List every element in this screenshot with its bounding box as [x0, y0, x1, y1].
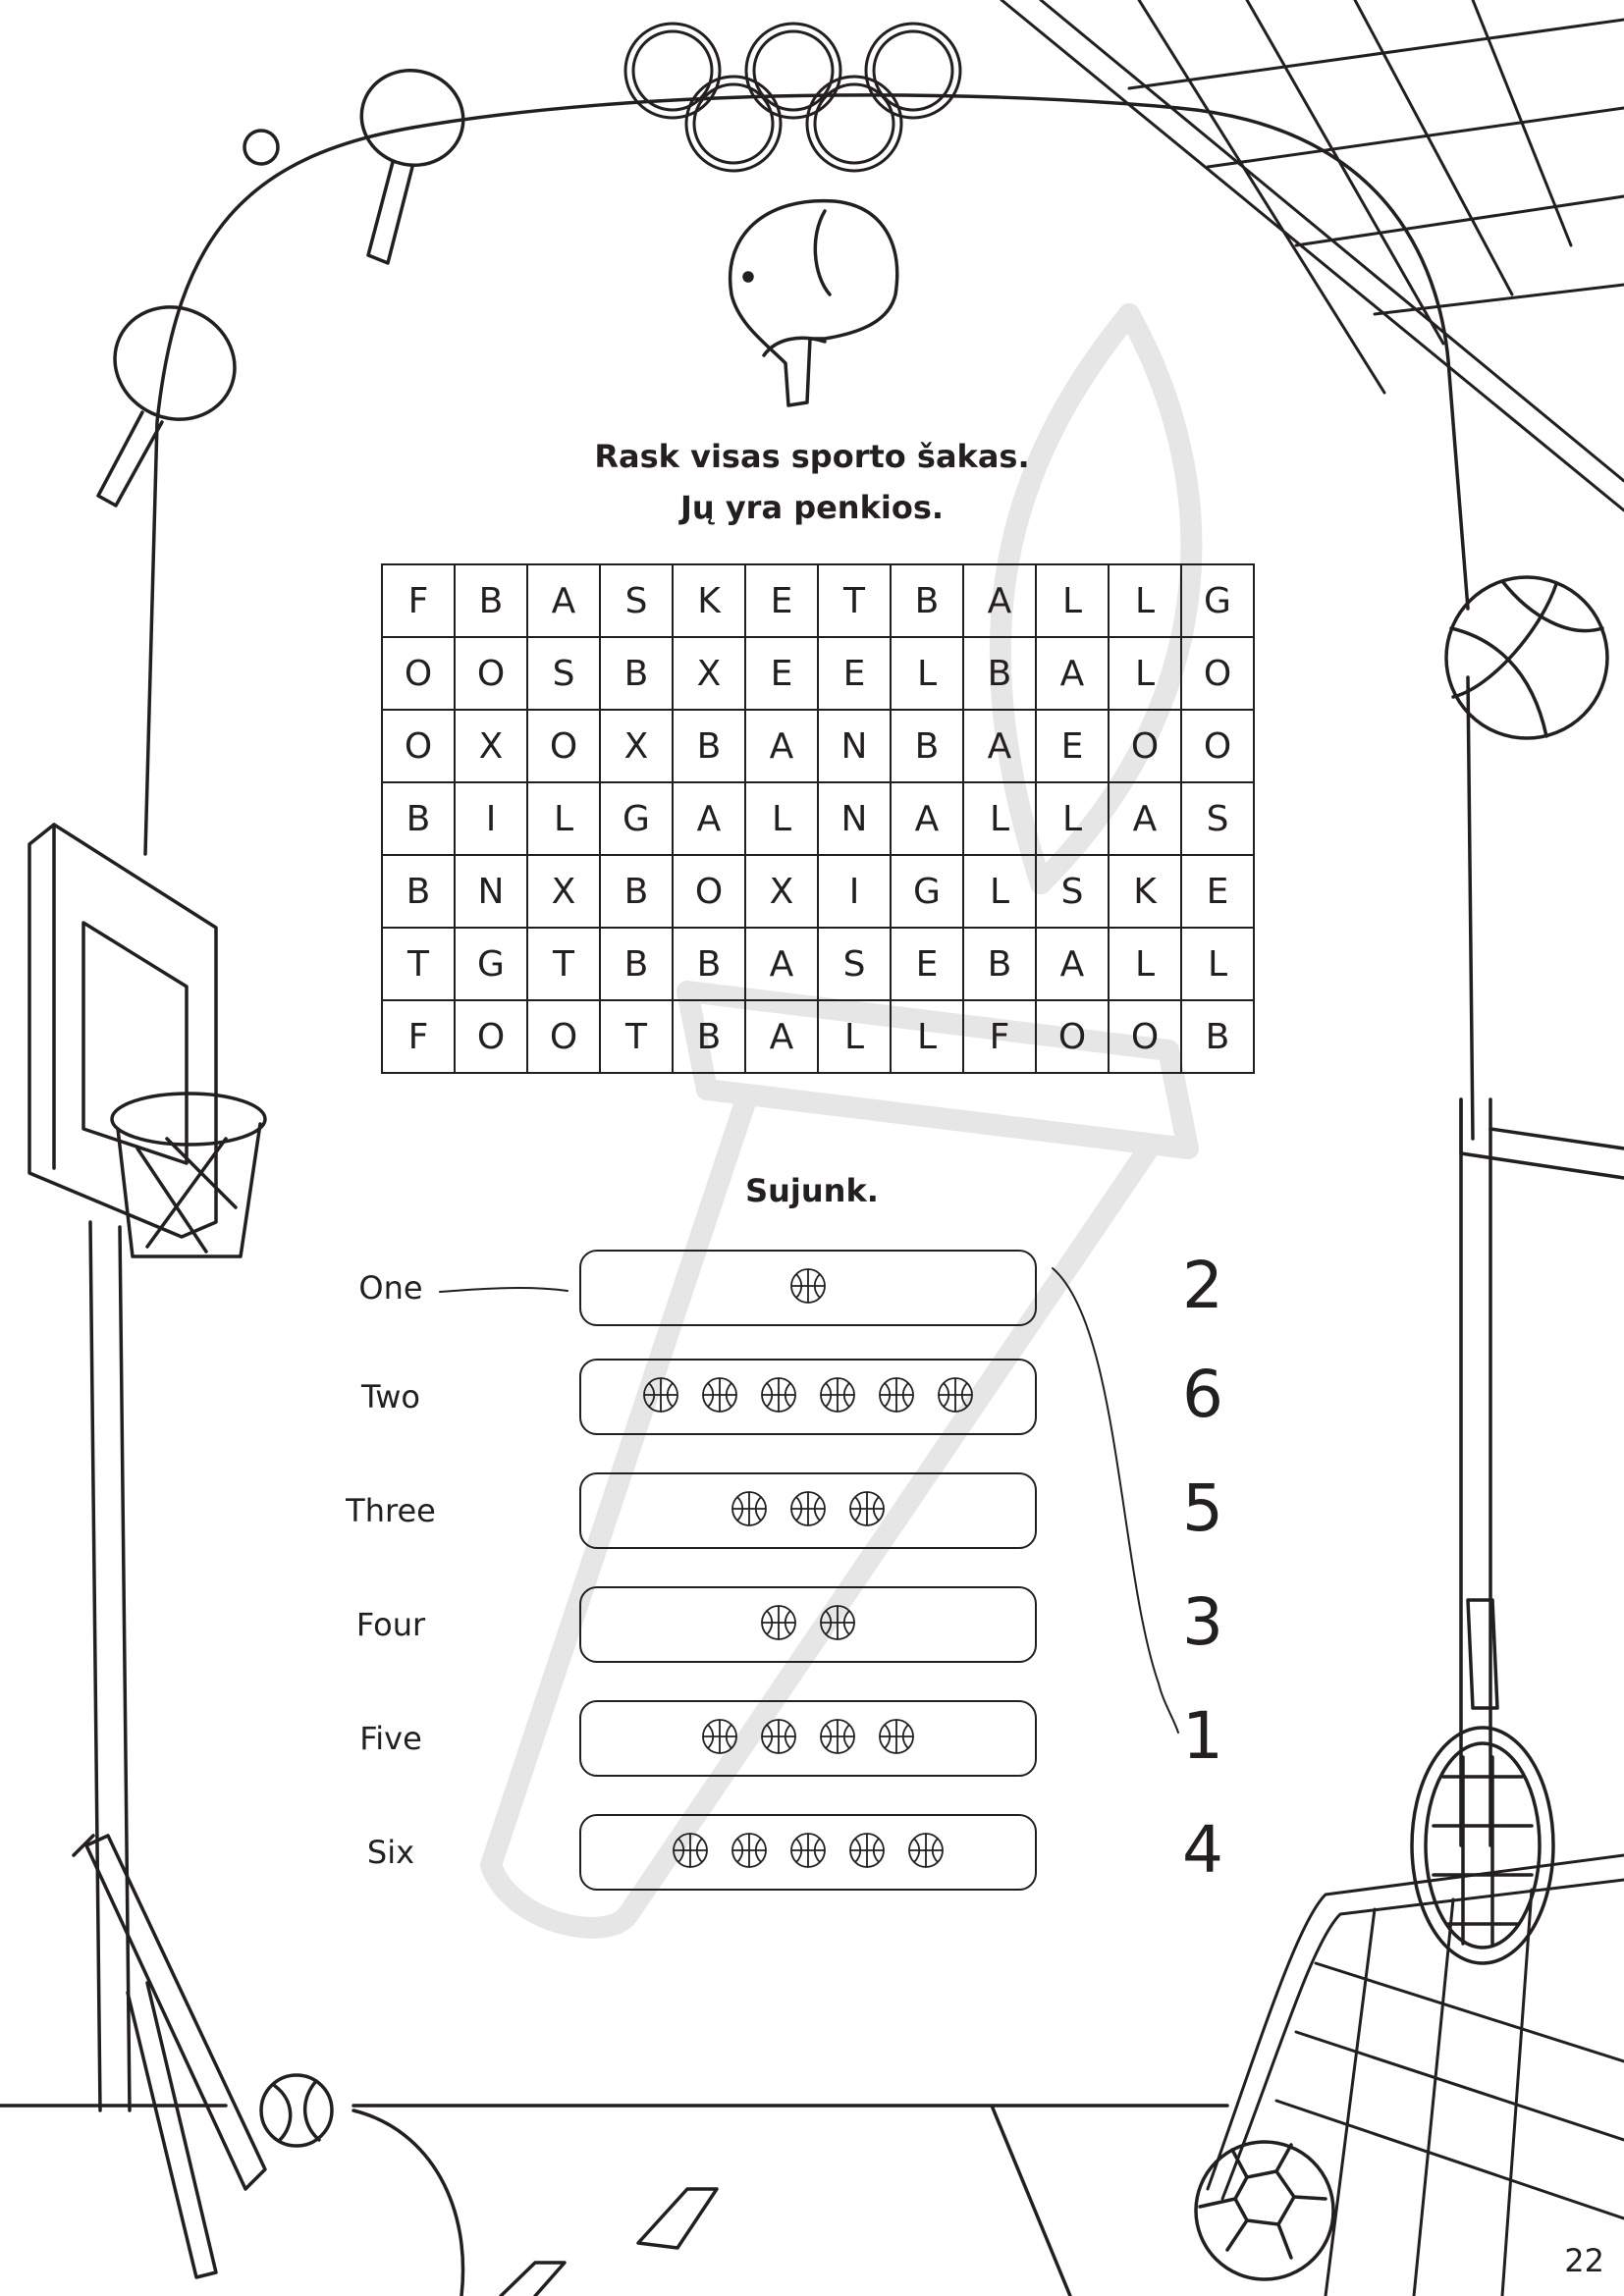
word-search-cell[interactable]: O — [1036, 1000, 1109, 1073]
word-search-cell[interactable]: I — [818, 855, 891, 928]
word-search-cell[interactable]: X — [673, 637, 745, 710]
word-search-cell[interactable]: O — [455, 1000, 527, 1073]
basketball-icon — [641, 1375, 680, 1418]
basketball-icon — [906, 1831, 946, 1874]
word-search-cell[interactable]: L — [1109, 637, 1181, 710]
word-search-cell[interactable]: X — [527, 855, 600, 928]
basketball-icon — [936, 1375, 975, 1418]
word-search-cell[interactable]: L — [1109, 564, 1181, 637]
basketball-icon — [700, 1375, 739, 1418]
word-search-cell[interactable]: L — [963, 782, 1036, 855]
word-search-cell[interactable]: B — [455, 564, 527, 637]
word-search-cell[interactable]: A — [963, 710, 1036, 782]
word-search-cell[interactable]: B — [600, 928, 673, 1000]
baseball-bat-icon — [74, 1836, 332, 2277]
word-search-cell[interactable]: B — [1181, 1000, 1254, 1073]
word-search-cell[interactable]: O — [382, 710, 455, 782]
word-search-cell[interactable]: L — [891, 637, 963, 710]
word-search-cell[interactable]: S — [818, 928, 891, 1000]
word-search-cell[interactable]: A — [745, 710, 818, 782]
basketball-icon — [788, 1831, 828, 1874]
match-number[interactable]: 4 — [1182, 1812, 1223, 1888]
word-search-cell[interactable]: S — [1181, 782, 1254, 855]
word-search-cell[interactable]: L — [818, 1000, 891, 1073]
number-word-label[interactable]: Four — [355, 1606, 426, 1643]
word-search-cell[interactable]: E — [745, 637, 818, 710]
word-search-cell[interactable]: A — [1036, 637, 1109, 710]
match-line-answer — [1053, 1268, 1178, 1733]
number-word-label[interactable]: One — [358, 1269, 423, 1307]
word-search-cell[interactable]: B — [600, 855, 673, 928]
word-search-cell[interactable]: L — [527, 782, 600, 855]
basketball-icon — [759, 1717, 798, 1760]
word-search-cell[interactable]: T — [382, 928, 455, 1000]
hockey-goal-icon — [1208, 1855, 1624, 2296]
word-search-cell[interactable]: L — [1109, 928, 1181, 1000]
word-search-cell[interactable]: B — [963, 637, 1036, 710]
word-search-cell[interactable]: T — [527, 928, 600, 1000]
basketball-icon — [818, 1603, 857, 1646]
number-word-label[interactable]: Six — [366, 1834, 415, 1871]
match-number[interactable]: 1 — [1182, 1698, 1223, 1774]
word-search-cell[interactable]: O — [382, 637, 455, 710]
word-search-row — [382, 710, 1254, 782]
basketball-icon — [847, 1489, 887, 1532]
match-heading: Sujunk. — [745, 1172, 879, 1209]
word-search-cell[interactable]: L — [963, 855, 1036, 928]
word-search-cell[interactable]: F — [382, 564, 455, 637]
match-number[interactable]: 3 — [1182, 1584, 1223, 1660]
sports-pole-icon — [1461, 1099, 1624, 1845]
ball-count-box[interactable] — [579, 1586, 1037, 1663]
ball-count-box[interactable] — [579, 1472, 1037, 1549]
word-search-cell[interactable]: G — [891, 855, 963, 928]
basketball-icon — [759, 1603, 798, 1646]
word-search-cell[interactable]: B — [382, 782, 455, 855]
basketball-icon — [818, 1375, 857, 1418]
word-search-cell[interactable]: G — [455, 928, 527, 1000]
ball-count-box[interactable] — [579, 1700, 1037, 1777]
word-search-cell[interactable]: O — [1109, 710, 1181, 782]
word-search-cell[interactable]: B — [891, 710, 963, 782]
basketball-icon — [730, 1831, 769, 1874]
word-search-cell[interactable]: T — [818, 564, 891, 637]
word-search-cell[interactable]: O — [673, 855, 745, 928]
word-search-cell[interactable]: A — [745, 928, 818, 1000]
ball-count-box[interactable] — [579, 1250, 1037, 1326]
word-search-cell[interactable]: E — [1181, 855, 1254, 928]
word-search-cell[interactable]: N — [818, 782, 891, 855]
page-number: 22 — [1564, 2242, 1604, 2279]
word-search-cell[interactable]: X — [455, 710, 527, 782]
word-search-row — [382, 855, 1254, 928]
tennis-racket-icon — [1412, 1600, 1553, 1963]
word-search-cell[interactable]: S — [1036, 855, 1109, 928]
number-word-label[interactable]: Two — [361, 1378, 420, 1415]
word-search-cell[interactable]: B — [673, 928, 745, 1000]
match-number[interactable]: 5 — [1182, 1470, 1223, 1546]
word-search-cell[interactable]: S — [527, 637, 600, 710]
instruction-line-1: Rask visas sporto šakas. — [594, 438, 1030, 475]
word-search-cell[interactable]: G — [1181, 564, 1254, 637]
volleyball-icon — [1446, 577, 1607, 738]
word-search-cell[interactable]: T — [600, 1000, 673, 1073]
word-search-cell[interactable]: E — [818, 637, 891, 710]
word-search-cell[interactable]: L — [1181, 928, 1254, 1000]
goal-net-icon — [1001, 0, 1624, 510]
word-search-cell[interactable]: B — [673, 710, 745, 782]
word-search-cell[interactable]: O — [527, 1000, 600, 1073]
word-search-cell[interactable]: G — [600, 782, 673, 855]
word-search-cell[interactable]: O — [1181, 710, 1254, 782]
basketball-icon — [818, 1717, 857, 1760]
word-search-cell[interactable]: S — [600, 564, 673, 637]
word-search-cell[interactable]: B — [382, 855, 455, 928]
word-search-cell[interactable]: O — [455, 637, 527, 710]
word-search-cell[interactable]: I — [455, 782, 527, 855]
word-search-cell[interactable]: B — [891, 564, 963, 637]
word-search-cell[interactable]: L — [745, 782, 818, 855]
word-search-row — [382, 782, 1254, 855]
word-search-cell[interactable]: L — [891, 1000, 963, 1073]
word-search-cell[interactable]: E — [891, 928, 963, 1000]
word-search-cell[interactable]: E — [745, 564, 818, 637]
basketball-icon — [671, 1831, 710, 1874]
word-search-row — [382, 637, 1254, 710]
torch-watermark-icon — [491, 314, 1191, 1928]
basketball-icon — [730, 1489, 769, 1532]
word-search-cell[interactable]: K — [673, 564, 745, 637]
ball-count-box[interactable] — [579, 1814, 1037, 1891]
word-search-cell[interactable]: A — [527, 564, 600, 637]
word-search-cell[interactable]: B — [600, 637, 673, 710]
instruction-line-2: Jų yra penkios. — [679, 489, 945, 526]
word-search-cell[interactable]: N — [818, 710, 891, 782]
word-search-cell[interactable]: L — [1036, 564, 1109, 637]
word-search-row — [382, 564, 1254, 637]
word-search-row — [382, 1000, 1254, 1073]
word-search-cell[interactable]: L — [1036, 782, 1109, 855]
word-search-cell[interactable]: O — [1109, 1000, 1181, 1073]
ball-count-box[interactable] — [579, 1359, 1037, 1435]
word-search-cell[interactable]: A — [745, 1000, 818, 1073]
word-search-row — [382, 928, 1254, 1000]
basketball-icon — [877, 1375, 916, 1418]
word-search-cell[interactable]: A — [1109, 782, 1181, 855]
word-search-cell[interactable]: A — [963, 564, 1036, 637]
match-number[interactable]: 6 — [1182, 1357, 1223, 1432]
word-search-cell[interactable]: B — [673, 1000, 745, 1073]
word-search-cell[interactable]: F — [382, 1000, 455, 1073]
word-search-cell[interactable]: N — [455, 855, 527, 928]
match-number[interactable]: 2 — [1182, 1248, 1223, 1323]
basketball-icon — [847, 1831, 887, 1874]
word-search-cell[interactable]: X — [600, 710, 673, 782]
word-search-cell[interactable]: K — [1109, 855, 1181, 928]
word-search-cell[interactable]: B — [963, 928, 1036, 1000]
word-search-cell[interactable]: F — [963, 1000, 1036, 1073]
soccer-ball-icon — [1196, 2142, 1333, 2279]
basketball-icon — [788, 1266, 828, 1309]
basketball-icon — [788, 1489, 828, 1532]
basketball-icon — [877, 1717, 916, 1760]
word-search-cell[interactable]: E — [1036, 710, 1109, 782]
word-search-cell[interactable]: O — [1181, 637, 1254, 710]
number-word-label[interactable]: Five — [359, 1720, 422, 1757]
number-word-label[interactable]: Three — [346, 1492, 436, 1529]
word-search-cell[interactable]: A — [1036, 928, 1109, 1000]
word-search-cell[interactable]: O — [527, 710, 600, 782]
elephant-icon — [731, 201, 897, 405]
word-search-cell[interactable]: A — [673, 782, 745, 855]
word-search-cell[interactable]: A — [891, 782, 963, 855]
word-search-cell[interactable]: X — [745, 855, 818, 928]
basketball-icon — [759, 1375, 798, 1418]
basketball-icon — [700, 1717, 739, 1760]
word-search-grid — [381, 563, 1255, 1074]
